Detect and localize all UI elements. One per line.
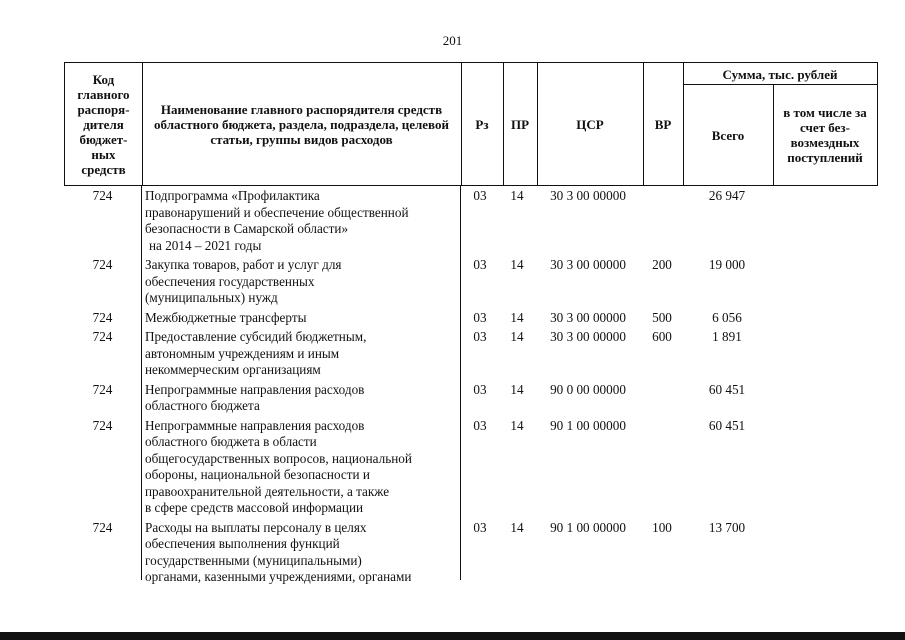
cell-name-line: органами, казенными учреждениями, органами xyxy=(145,569,412,584)
table-header xyxy=(64,62,878,186)
header-total: Всего xyxy=(711,127,745,143)
cell-pr: 14 xyxy=(510,417,524,433)
header-name: Наименование главного распорядителя средств областного бюджета, раздела, подраздела, целевой статьи, группы видов расходов xyxy=(154,101,449,147)
cell-name-line: государственными (муниципальными) xyxy=(145,552,362,568)
cell-vr: 100 xyxy=(652,519,672,535)
cell-name-line: некоммерческим организациям xyxy=(145,362,321,377)
bottom-border xyxy=(0,632,905,640)
cell-pr: 14 xyxy=(510,188,524,203)
cell-name-line: безопасности в Самарской области» xyxy=(145,221,349,236)
cell-name-line: областного бюджета xyxy=(145,398,260,413)
cell-name-line: обороны, национальной безопасности и xyxy=(145,467,370,482)
page-number: 201 xyxy=(442,33,463,48)
cell-name xyxy=(145,329,465,379)
header-pr: ПР xyxy=(510,116,530,132)
cell-name-line: Закупка товаров, работ и услуг для xyxy=(145,257,342,272)
table-row xyxy=(64,188,878,254)
table-row xyxy=(64,329,878,379)
header-gratuitous: в том числе за счет без-возмездных поступлений xyxy=(783,105,867,165)
header-csr: ЦСР xyxy=(576,116,604,132)
table-row xyxy=(64,310,878,327)
cell-name xyxy=(145,310,465,327)
cell-csr: 90 0 00 00000 xyxy=(550,381,626,397)
cell-code: 724 xyxy=(92,309,113,325)
cell-csr: 30 3 00 00000 xyxy=(550,329,626,344)
cell-pr: 14 xyxy=(510,519,524,535)
cell-name-line: Непрограммные направления расходов xyxy=(145,381,365,397)
cell-name xyxy=(145,382,465,415)
cell-code: 724 xyxy=(92,381,113,397)
cell-code: 724 xyxy=(92,257,113,272)
cell-name xyxy=(145,257,465,307)
cell-name-line: общегосударственных вопросов, национальной xyxy=(145,450,412,466)
cell-total: 60 451 xyxy=(708,417,746,433)
header-rz: Рз xyxy=(475,116,489,132)
cell-csr: 30 3 00 00000 xyxy=(550,309,626,325)
cell-rz: 03 xyxy=(473,257,487,272)
cell-name-line: обеспечения выполнения функций xyxy=(145,536,340,551)
cell-name-line: Межбюджетные трансферты xyxy=(145,309,307,325)
cell-name xyxy=(145,188,465,254)
cell-vr: 500 xyxy=(652,309,672,325)
cell-name-line: в сфере средств массовой информации xyxy=(145,500,364,515)
header-code: Код главного распоря-дителя бюджет-ных средств xyxy=(77,71,130,177)
cell-pr: 14 xyxy=(510,329,524,344)
cell-rz: 03 xyxy=(473,417,487,433)
cell-total: 60 451 xyxy=(708,381,746,397)
cell-csr: 30 3 00 00000 xyxy=(550,257,626,272)
cell-rz: 03 xyxy=(473,381,487,397)
cell-vr: 600 xyxy=(652,329,672,344)
cell-name xyxy=(145,418,465,517)
cell-csr: 30 3 00 00000 xyxy=(550,188,626,203)
header-vr: ВР xyxy=(654,116,672,132)
cell-code: 724 xyxy=(92,329,113,344)
cell-pr: 14 xyxy=(510,257,524,272)
cell-name-line: правоохранительной деятельности, а также xyxy=(145,483,390,499)
cell-name-line: Предоставление субсидий бюджетным, xyxy=(145,329,367,344)
cell-rz: 03 xyxy=(473,329,487,344)
cell-code: 724 xyxy=(92,417,113,433)
table-row xyxy=(64,418,878,517)
cell-total: 26 947 xyxy=(708,188,746,203)
cell-name-line: (муниципальных) нужд xyxy=(145,290,278,305)
cell-total: 6 056 xyxy=(712,309,742,325)
cell-name-line: обеспечения государственных xyxy=(145,273,315,289)
cell-rz: 03 xyxy=(473,309,487,325)
header-sum: Сумма, тыс. рублей xyxy=(722,66,838,82)
cell-pr: 14 xyxy=(510,381,524,397)
cell-name-line: автономным учреждениям и иным xyxy=(145,345,340,361)
cell-name xyxy=(145,520,465,586)
table-row xyxy=(64,257,878,307)
table-row xyxy=(64,520,878,586)
cell-vr: 200 xyxy=(652,257,672,272)
cell-code: 724 xyxy=(92,188,113,203)
cell-name-line: Непрограммные направления расходов xyxy=(145,417,365,433)
table-row xyxy=(64,382,878,415)
cell-total: 13 700 xyxy=(708,519,746,535)
cell-name-line: Расходы на выплаты персоналу в целях xyxy=(145,519,367,535)
cell-rz: 03 xyxy=(473,519,487,535)
cell-name-line: на 2014 – 2021 годы xyxy=(149,237,262,253)
cell-name-line: правонарушений и обеспечение общественной xyxy=(145,204,409,220)
cell-csr: 90 1 00 00000 xyxy=(550,519,626,535)
cell-csr: 90 1 00 00000 xyxy=(550,417,626,433)
cell-rz: 03 xyxy=(473,188,487,203)
cell-total: 19 000 xyxy=(708,257,746,272)
cell-pr: 14 xyxy=(510,309,524,325)
cell-name-line: областного бюджета в области xyxy=(145,434,317,449)
cell-name-line: Подпрограмма «Профилактика xyxy=(145,188,320,203)
cell-total: 1 891 xyxy=(712,329,742,344)
cell-code: 724 xyxy=(92,519,113,535)
